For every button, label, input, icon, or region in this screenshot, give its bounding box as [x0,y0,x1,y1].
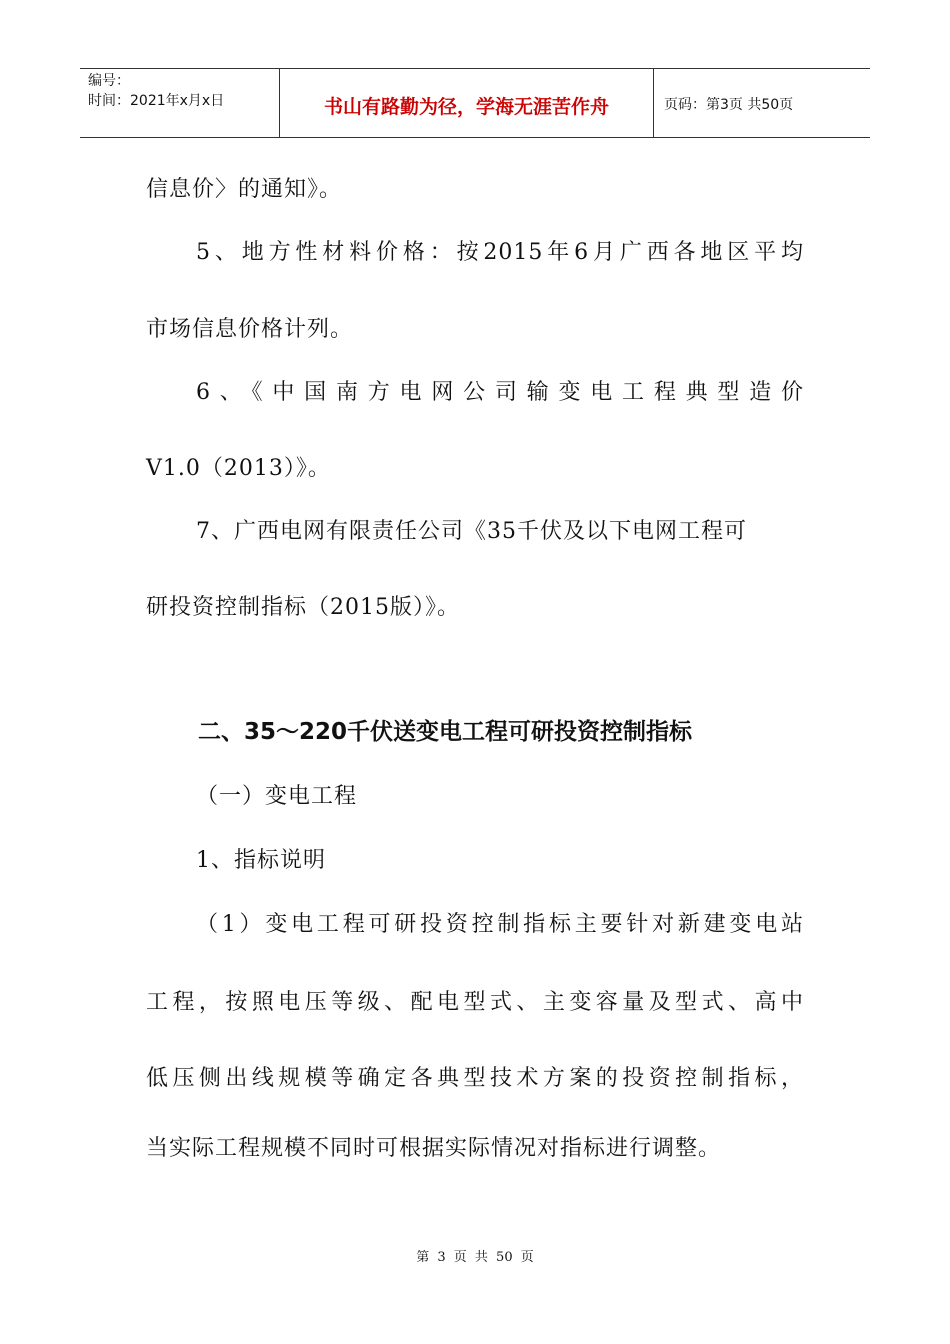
paragraph-line: 工程，按照电压等级、配电型式、主变容量及型式、高中 [146,990,804,1015]
page-footer: 第 3 页 共 50 页 [416,1250,534,1265]
body-line: 信息价〉的通知》。 [146,177,343,202]
body-line: 7、广西电网有限责任公司《35千伏及以下电网工程可 [196,519,747,544]
document-number-label: 编号： [88,73,130,89]
paragraph-line: 当实际工程规模不同时可根据实际情况对指标进行调整。 [146,1136,722,1161]
header-page-info: 页码：第3页 共50页 [664,97,794,113]
item-title: 1、指标说明 [196,848,326,873]
paragraph-line: （1）变电工程可研投资控制指标主要针对新建变电站 [196,912,804,937]
body-line: 研投资控制指标（2015版）》。 [146,595,460,620]
subsection-title: （一）变电工程 [196,784,358,809]
body-line: 5、地方性材料价格：按2015年6月广西各地区平均 [196,240,804,265]
body-line: V1.0（2013）》。 [146,456,331,481]
section-heading: 二、35～220千伏送变电工程可研投资控制指标 [198,719,693,745]
body-line: 6、《中国南方电网公司输变电工程典型造价 [196,380,804,405]
header-meta [80,69,280,137]
header-motto: 书山有路勤为径，学海无涯苦作舟 [280,69,654,137]
paragraph-line: 低压侧出线规模等确定各典型技术方案的投资控制指标， [146,1066,804,1091]
page-header [80,68,870,138]
body-line: 市场信息价格计列。 [146,317,354,342]
document-time: 时间：2021年x月x日 [88,93,225,109]
